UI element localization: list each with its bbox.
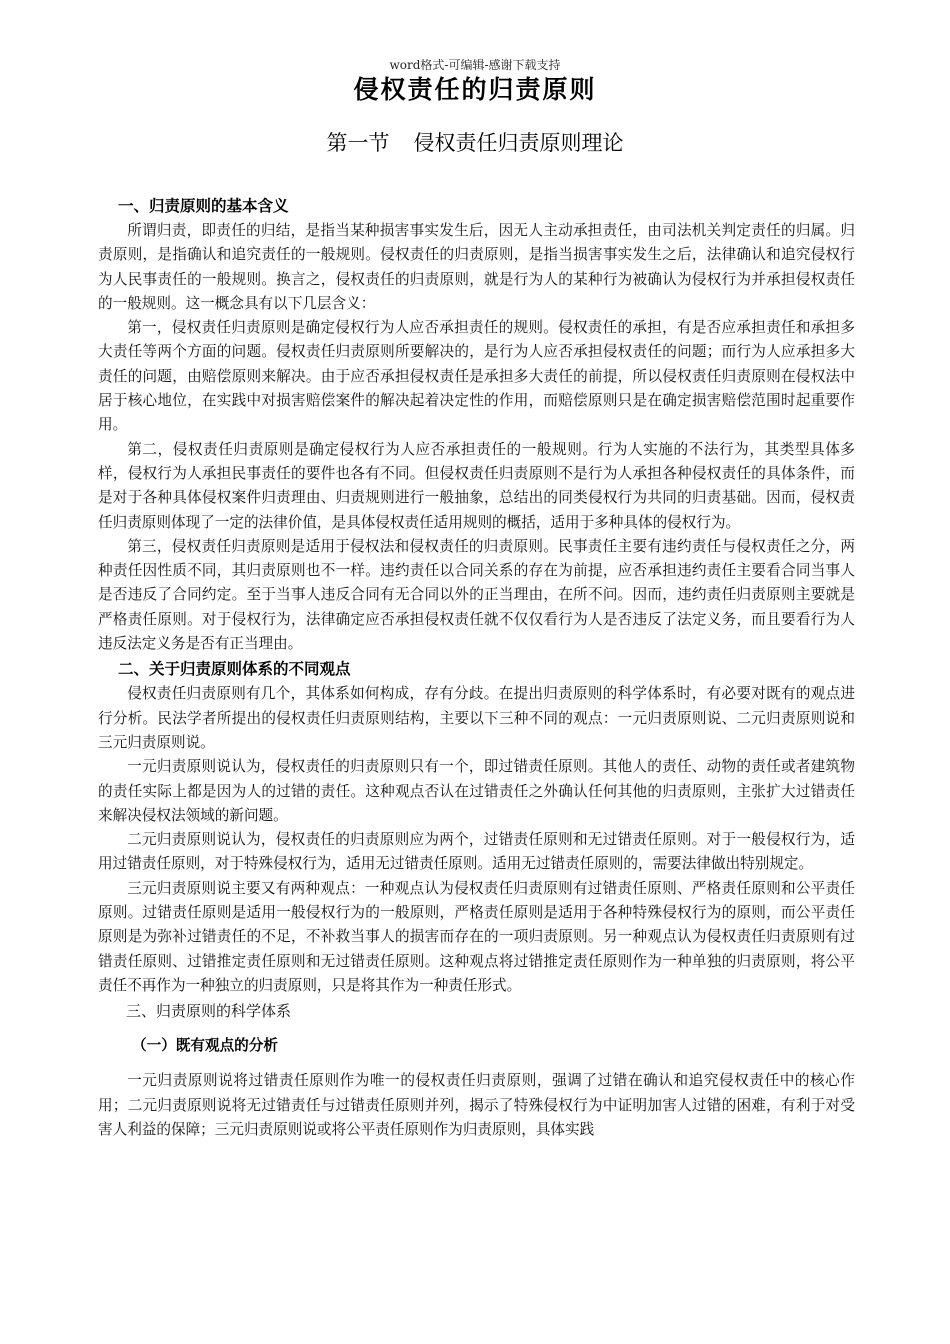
- section-title: 侵权责任归责原则理论: [413, 131, 624, 155]
- heading-basic-meaning: 一、归责原则的基本含义: [118, 197, 289, 215]
- paragraph: 一元归责原则说认为，侵权责任的归责原则只有一个，即过错责任原则。其他人的责任、动物的责任或者建筑物的责任实际上都是因为人的过错的责任。这种观点否认在过错责任之外确认任何其他的归责原则，主张扩大过错责任来解决侵权法领域的新问题。: [98, 758, 855, 824]
- header-note: word格式-可编辑-感谢下载支持: [389, 58, 561, 72]
- document-body: [98, 193, 855, 1142]
- heading-scientific-system: 三、归责原则的科学体系: [126, 1002, 292, 1021]
- paragraph: 二元归责原则说认为，侵权责任的归责原则应为两个，过错责任原则和无过错责任原则。对于一般侵权行为，适用过错责任原则，对于特殊侵权行为，适用无过错责任原则。适用无过错责任原则的，需要法律做出特别规定。: [98, 831, 855, 873]
- subheading-existing-views: （一）既有观点的分析: [132, 1037, 278, 1055]
- section-heading: [0, 127, 950, 157]
- paragraph: 三元归责原则说主要又有两种观点：一种观点认为侵权责任归责原则有过错责任原则、严格责任原则和公平责任原则。过错责任原则是适用一般侵权行为的一般原则，严格责任原则是适用于各种特殊侵权行为的原则，而公平责任原则是为弥补过错责任的不足，不补救当事人的损害而存在的一项归责原则。另一种观点认为侵权责任归责原则有过错责任原则、过错推定责任原则和无过错责任原则。这种观点将过错推定责任原则作为一种单独的归责原则，将公平责任不再作为一种独立的归责原则，只是将其作为一种责任形式。: [98, 879, 855, 994]
- section-number: 第一节: [326, 131, 390, 155]
- heading-different-views: 二、关于归责原则体系的不同观点: [118, 660, 351, 679]
- paragraph: 第三，侵权责任归责原则是适用于侵权法和侵权责任的归责原则。民事责任主要有违约责任与侵权责任之分，两种责任因性质不同，其归责原则也不一样。违约责任以合同关系的存在为前提，应否承担违约责任主要看合同当事人是否违反了合同约定。至于当事人违反合同有无合同以外的正当理由，在所不问。因而，违约责任归责原则主要就是严格责任原则。对于侵权行为，法律确定应否承担侵权责任就不仅仅看行为人是否违反了法定义务，而且要看行为人违反法定义务是否有正当理由。: [98, 537, 855, 653]
- document-title: 侵权责任的归责原则: [353, 75, 597, 104]
- paragraph: 第一，侵权责任归责原则是确定侵权行为人应否承担责任的规则。侵权责任的承担，有是否应承担责任和承担多大责任等两个方面的问题。侵权责任归责原则所要解决的，是行为人应否承担侵权责任的问题；而行为人应承担多大责任的问题，由赔偿原则来解决。由于应否承担侵权责任是承担多大责任的前提，所以侵权责任归责原则在侵权法中居于核心地位，在实践中对损害赔偿案件的解决起着决定性的作用，而赔偿原则只是在确定损害赔偿范围时起重要作用。: [98, 319, 855, 434]
- paragraph: 第二，侵权责任归责原则是确定侵权行为人应否承担责任的一般规则。行为人实施的不法行为，其类型具体多样，侵权行为人承担民事责任的要件也各有不同。但侵权责任归责原则不是行为人承担各种侵权责任的具体条件，而是对于各种具体侵权案件归责理由、归责规则进行一般抽象，总结出的同类侵权行为共同的归责基础。因而，侵权责任归责原则体现了一定的法律价值，是具体侵权责任适用规则的概括，适用于多种具体的侵权行为。: [98, 440, 855, 531]
- paragraph: 一元归责原则说将过错责任原则作为唯一的侵权责任归责原则，强调了过错在确认和追究侵权责任中的核心作用；二元归责原则说将无过错责任与过错责任原则并列，揭示了特殊侵权行为中证明加害人过错的困难，有利于对受害人利益的保障；三元归责原则说或将公平责任原则作为归责原则，具体实践: [98, 1072, 855, 1138]
- paragraph: 侵权责任归责原则有几个，其体系如何构成，存有分歧。在提出归责原则的科学体系时，有必要对既有的观点进行分析。民法学者所提出的侵权责任归责原则结构，主要以下三种不同的观点：一元归责原则说、二元归责原则说和三元归责原则说。: [98, 685, 855, 751]
- paragraph: 所谓归责，即责任的归结，是指当某种损害事实发生后，因无人主动承担责任，由司法机关判定责任的归属。归责原则，是指确认和追究责任的一般规则。侵权责任的归责原则，是指当损害事实发生之后，法律确认和追究侵权行为人民事责任的一般规则。换言之，侵权责任的归责原则，就是行为人的某种行为被确认为侵权行为并承担侵权责任的一般规则。这一概念具有以下几层含义：: [98, 222, 855, 312]
